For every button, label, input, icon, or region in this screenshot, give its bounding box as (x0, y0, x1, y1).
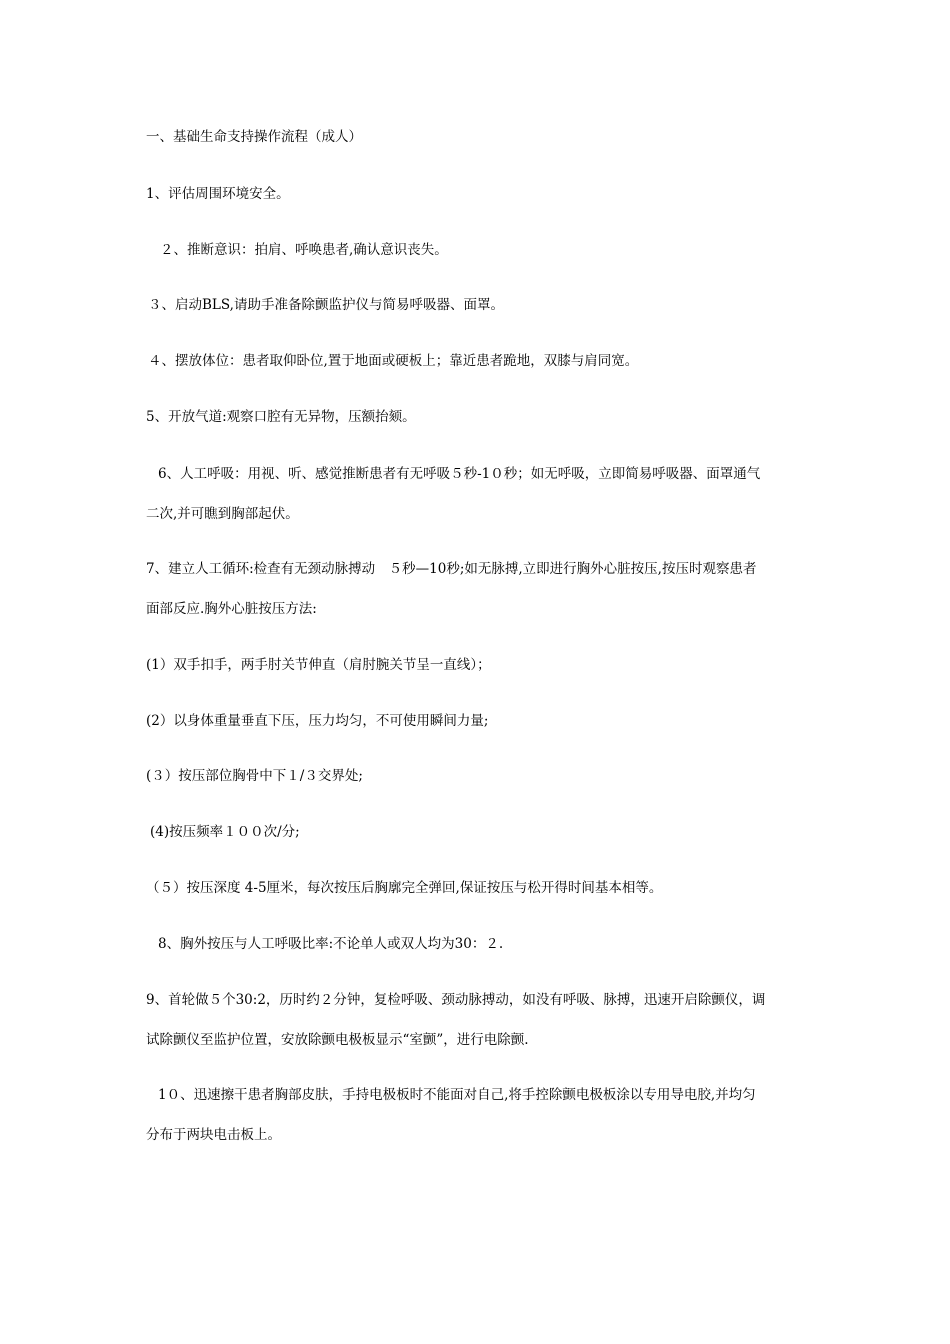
substep-line: (2）以身体重量垂直下压，压力均匀，不可使用瞬间力量; (146, 713, 489, 729)
step-line-continuation: 试除颤仪至监护位置，安放除颤电极板显示“室颤”，进行电除颤. (146, 1032, 529, 1048)
step-line: 1、评估周围环境安全。 (146, 186, 290, 202)
step-line-continuation: 分布于两块电击板上。 (146, 1127, 281, 1143)
step-line: ２、推断意识：拍肩、呼唤患者,确认意识丧失。 (160, 242, 448, 258)
substep-line: (３）按压部位胸骨中下１/３交界处; (146, 768, 363, 784)
substep-line: (1）双手扣手，两手肘关节伸直（肩肘腕关节呈一直线）； (146, 657, 491, 673)
step-line: 1０、迅速擦干患者胸部皮肤，手持电极板时不能面对自己,将手控除颤电极板涂以专用导电胶,并均匀 (158, 1087, 756, 1103)
step-line: 6、人工呼吸：用视、听、感觉推断患者有无呼吸５秒-1０秒；如无呼吸，立即简易呼吸器、面罩通气 (158, 466, 761, 482)
step-line-continuation: 面部反应.胸外心脏按压方法: (146, 601, 317, 617)
step-line: 8、胸外按压与人工呼吸比率:不论单人或双人均为30：２. (158, 936, 504, 952)
document-heading: 一、基础生命支持操作流程（成人） (146, 129, 362, 145)
step-line: ４、摆放体位：患者取仰卧位,置于地面或硬板上；靠近患者跪地，双膝与肩同宽。 (148, 353, 639, 369)
step-line: ３、启动BLS,请助手准备除颤监护仪与简易呼吸器、面罩。 (148, 297, 504, 313)
step-line: 7、建立人工循环:检查有无颈动脉搏动 ５秒—10秒;如无脉搏,立即进行胸外心脏按压,按压时观察患者 (146, 561, 757, 577)
step-line: 5、开放气道:观察口腔有无异物，压额抬颏。 (146, 409, 416, 425)
step-line: 9、首轮做５个30:2，历时约２分钟，复检呼吸、颈动脉搏动，如没有呼吸、脉搏，迅速开启除颤仪，调 (146, 992, 766, 1008)
substep-line: （５）按压深度 4-5厘米，每次按压后胸廓完全弹回,保证按压与松开得时间基本相等。 (146, 880, 663, 896)
substep-line: (4)按压频率１００次/分; (150, 824, 300, 840)
step-line-continuation: 二次,并可瞧到胸部起伏。 (146, 506, 299, 522)
